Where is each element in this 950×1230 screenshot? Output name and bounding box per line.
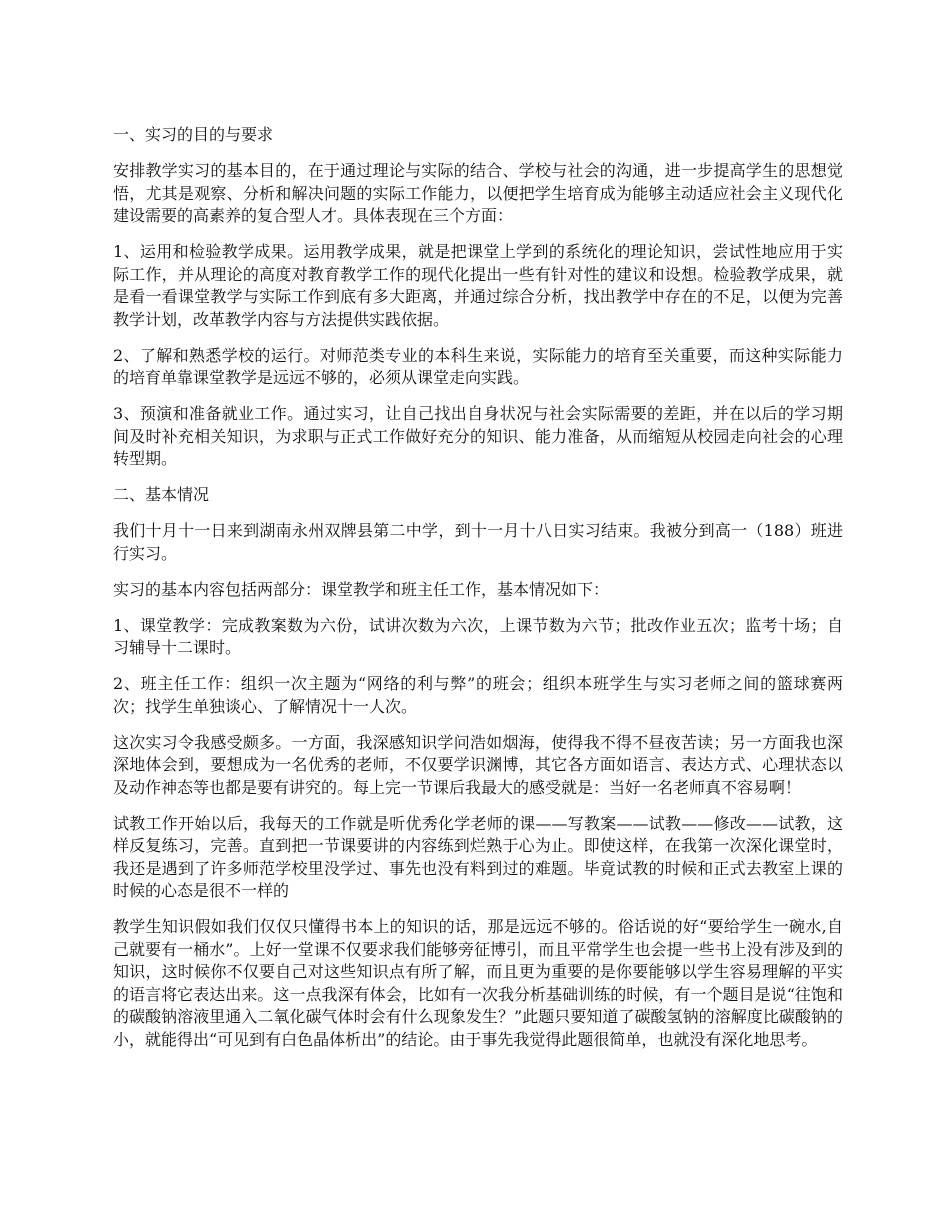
paragraph-arrival: 我们十月十一日来到湖南永州双牌县第二中学，到十一月十八日实习结束。我被分到高一（188）班进行实习。 <box>113 521 843 563</box>
section-heading-purpose: 一、实习的目的与要求 <box>113 125 274 144</box>
paragraph-purpose-intro: 安排教学实习的基本目的，在于通过理论与实际的结合、学校与社会的沟通，进一步提高学生的思想觉悟，尤其是观察、分析和解决问题的实际工作能力，以便把学生培育成为能够主动适应社会主义现代化建设需要的高素养的复合型人才。具体表现在三个方面： <box>113 161 843 225</box>
paragraph-reflection: 这次实习令我感受颇多。一方面，我深感知识学问浩如烟海，使得我不得不昼夜苦读；另一方面我也深深地体会到，要想成为一名优秀的老师，不仅要学识渊博，其它各方面如语言、表达方式、心理状态以及动作神态等也都是要有讲究的。每上完一节课后我最大的感受就是：当好一名老师真不容易啊！ <box>113 732 843 797</box>
document-body <box>113 124 843 1065</box>
section-heading-basic-situation: 二、基本情况 <box>113 485 210 504</box>
paragraph-knowledge: 教学生知识假如我们仅仅只懂得书本上的知识的话，那是远远不够的。俗话说的好“要给学生一碗水,自己就要有一桶水”。上好一堂课不仅要求我们能够旁征博引，而且平常学生也会提一些书上没有涉及到的知识，这时候你不仅要自己对这些知识点有所了解，而且更为重要的是你要能够以学生容易理解的平实的语言将它表达出来。这一点我深有体会，比如有一次我分析基础训练的时候，有一个题目是说“往饱和的碳酸钠溶液里通入二氧化碳气体时会有什么现象发生？”此题只要知道了碳酸氢钠的溶解度比碳酸钠的小，就能得出“可见到有白色晶体析出”的结论。由于事先我觉得此题很简单，也就没有深化地思考。 <box>113 917 843 1049</box>
paragraph-point-2: 2、了解和熟悉学校的运行。对师范类专业的本科生来说，实际能力的培育至关重要，而这种实际能力的培育单靠课堂教学是远远不够的，必须从课堂走向实践。 <box>113 345 843 387</box>
paragraph-classroom-teaching: 1、课堂教学：完成教案数为六份，试讲次数为六次，上课节数为六节；批改作业五次；监考十场；自习辅导十二课时。 <box>113 615 843 657</box>
paragraph-point-1: 1、运用和检验教学成果。运用教学成果，就是把课堂上学到的系统化的理论知识，尝试性地应用于实际工作，并从理论的高度对教育教学工作的现代化提出一些有针对性的建议和设想。检验教学成果，就是看一看课堂教学与实际工作到底有多大距离，并通过综合分析，找出教学中存在的不足，以便为完善教学计划，改革教学内容与方法提供实践依据。 <box>113 242 843 329</box>
paragraph-class-teacher-work: 2、班主任工作：组织一次主题为“网络的利与弊”的班会；组织本班学生与实习老师之间的篮球赛两次；找学生单独谈心、了解情况十一人次。 <box>113 674 843 716</box>
paragraph-point-3: 3、预演和准备就业工作。通过实习，让自己找出自身状况与社会实际需要的差距，并在以后的学习期间及时补充相关知识，为求职与正式工作做好充分的知识、能力准备，从而缩短从校园走向社会的心理转型期。 <box>113 404 843 468</box>
paragraph-trial-teaching: 试教工作开始以后，我每天的工作就是听优秀化学老师的课——写教案——试教——修改——试教，这样反复练习，完善。直到把一节课要讲的内容练到烂熟于心为止。即使这样，在我第一次深化课堂时，我还是遇到了许多师范学校里没学过、事先也没有料到过的难题。毕竟试教的时候和正式去教室上课的时候的心态是很不一样的 <box>113 813 843 900</box>
paragraph-content-overview: 实习的基本内容包括两部分：课堂教学和班主任工作，基本情况如下： <box>113 579 610 599</box>
